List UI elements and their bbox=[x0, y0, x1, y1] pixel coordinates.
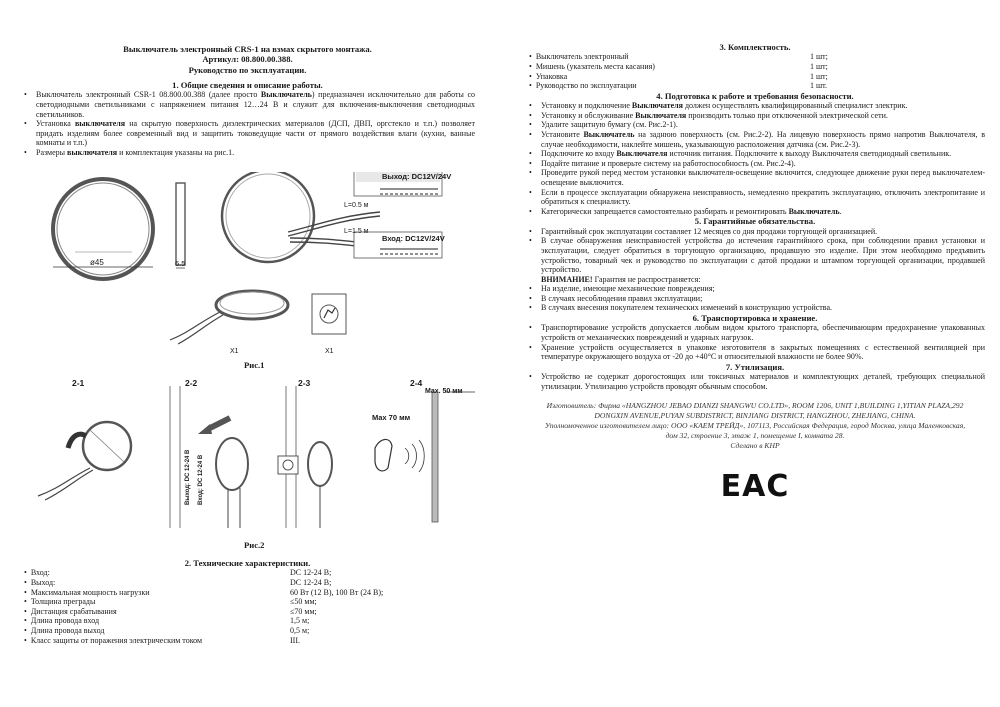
list-item: • На изделие, имеющие механические повреждения; bbox=[525, 284, 985, 294]
list-item: • Категорически запрещается самостоятельно разбирать и ремонтировать Выключатель. bbox=[525, 207, 985, 217]
fig2-label-2: 2-2 bbox=[185, 378, 198, 388]
table-row: • Выключатель электронный 1 шт; bbox=[529, 52, 828, 62]
section-1-list bbox=[20, 90, 475, 157]
list-item: • В случае обнаружения неисправностей устройства до истечения гарантийного срока, при соблюдении правил установки и эксплуатации, следует обратиться в торгующую организацию, продавшую это изделие. При этом необходимо предъявить устройство, товарный чек и руководство по эксплуатации с датой продажи и штампом торгующей организации, продавшей устройство. bbox=[525, 236, 985, 274]
table-row: • Упаковка 1 шт; bbox=[529, 71, 828, 81]
list-item: • В случаях несоблюдения правил эксплуатации; bbox=[525, 294, 985, 304]
document-title bbox=[20, 44, 475, 75]
qty-switch: X1 bbox=[230, 348, 239, 355]
table-row: • Класс защиты от поражения электрическим током III. bbox=[24, 635, 300, 645]
list-item: • Устройство не содержат дорогостоящих или токсичных материалов и комплектующих деталей, требующих специальной утилизации. Утилизацию устройств проводят обычным способом. bbox=[525, 372, 985, 391]
list-item: • Установку и подключение Выключателя должен осуществлять квалифицированный специалист электрик. bbox=[525, 101, 985, 111]
table-row: • Руководство по эксплуатации 1 шт. bbox=[529, 81, 828, 91]
specs-table bbox=[20, 568, 475, 645]
table-row: • Мишень (указатель места касания) 1 шт; bbox=[529, 62, 828, 71]
list-item: • Удалите защитную бумагу (см. Рис.2-1). bbox=[525, 120, 985, 130]
table-row: • Длина провода вход 1,5 м; bbox=[24, 616, 310, 626]
qty-target: X1 bbox=[325, 348, 334, 355]
table-row: • Выход: DC 12-24 В; bbox=[24, 578, 332, 587]
figure-2-caption: Рис.2 bbox=[244, 540, 265, 550]
max50-label: Max. 50 мм bbox=[425, 388, 463, 395]
made-in: Сделано в КНР bbox=[730, 441, 780, 451]
list-item: • Хранение устройств осуществляется в упаковке изготовителя в закрытых помещениях с естественной вентиляцией при температуре окружающего воздуха от -20 до +40°С и относительной влажности не более 90%. bbox=[525, 343, 985, 362]
table-row: • Максимальная мощность нагрузки 60 Вт (12 В), 100 Вт (24 В); bbox=[24, 587, 384, 597]
eac-logo: EAC bbox=[720, 469, 790, 505]
input-label: Вход: DC12V/24V bbox=[382, 234, 445, 243]
fig2-label-4: 2-4 bbox=[410, 378, 423, 388]
section-7-heading: 7. Утилизация. bbox=[725, 361, 785, 372]
list-item: • Установка выключателя на скрытую поверхность диэлектрических материалов (ДСП, ДВП, оргстекло и т.п.) позволяет придать изделиям более современный вид и защитить токоведущие части от прямого воздействия влаги (кухни, ванные комнаты и т.п.) bbox=[20, 119, 475, 148]
table-row: • Дистанция срабатывания ≤70 мм; bbox=[24, 606, 317, 616]
table-row: • Длина провода выход 0,5 м; bbox=[24, 625, 310, 635]
section-6-heading: 6. Транспортировка и хранение. bbox=[692, 313, 818, 324]
list-item: • Выключатель электронный CSR-1 08.800.00.388 (далее просто Выключатель⁠) предназначен исключительно для работы со светодиодными светильниками с напряжением питания 12…24 В и служит для включения-выключения светодиодных светильников. bbox=[20, 90, 475, 119]
importer-info: Уполномоченное изготовителем лицо: ООО «КАЕМ ТРЕЙД», 107113, Российская Федерация, город Москва, улица Маленковская, дом 32, строение 3, этаж 1, помещение I, комната 28. bbox=[544, 421, 966, 441]
section-1-heading: 1. Общие сведения и описание работы. bbox=[172, 80, 323, 90]
thickness-label: 6.5 bbox=[175, 259, 186, 268]
list-item: • Размеры выключателя и комплектация указаны на рис.1. bbox=[20, 148, 475, 158]
diameter-label: ø45 bbox=[90, 258, 104, 267]
list-item: • Подайте питание и проверьте систему на работоспособность (см. Рис.2-4). bbox=[525, 159, 985, 169]
list-item: • Если в процессе эксплуатации обнаружена неисправность, немедленно прекратить эксплуатацию, отключить электропитание и обратиться к специалисту. bbox=[525, 188, 985, 207]
table-row: • Толщина преграды ≤50 мм; bbox=[24, 597, 317, 607]
figure-1 bbox=[20, 172, 475, 372]
list-item: • Подключите ко входу Выключателя источник питания. Подключите к выходу Выключателя светодиодный светильник. bbox=[525, 149, 985, 159]
wire-length-in: L=1.5 м bbox=[344, 228, 369, 235]
kit-table bbox=[525, 52, 985, 90]
section-4-list bbox=[525, 101, 985, 216]
title-line: Выключатель электронный CRS-1 на взмах скрытого монтажа. bbox=[123, 44, 372, 54]
input-vertical-label: Вход: DC 12-24 В bbox=[198, 454, 204, 505]
output-vertical-label: Выход: DC 12-24 В bbox=[185, 449, 191, 505]
figure-2 bbox=[20, 378, 475, 538]
list-item: • В случаях внесения покупателем технических изменений в конструкцию устройства. bbox=[525, 303, 985, 313]
list-item: • Установку и обслуживание Выключателя производить только при отключенной электрической сети. bbox=[525, 111, 985, 121]
section-7-list bbox=[525, 372, 985, 391]
figure-1-caption: Рис.1 bbox=[244, 360, 265, 370]
section-5-heading: 5. Гарантийные обязательства. bbox=[694, 216, 816, 227]
article-line: Артикул: 08.800.00.388. bbox=[202, 54, 293, 65]
warning-label: ВНИМАНИЕ! bbox=[541, 274, 593, 284]
right-column bbox=[525, 42, 985, 504]
section-6-list bbox=[525, 323, 985, 361]
output-label: Выход: DC12V/24V bbox=[382, 172, 452, 181]
warranty-exclusions-list bbox=[525, 284, 985, 313]
max70-label: Max 70 мм bbox=[372, 413, 411, 422]
fig2-label-1: 2-1 bbox=[72, 378, 85, 388]
list-item: • Проведите рукой перед местом установки выключателя-освещение включится, следующее движение руки перед выключателем-освещение выключится. bbox=[525, 168, 985, 187]
section-3-heading: 3. Комплектность. bbox=[719, 42, 791, 52]
section-4-heading: 4. Подготовка к работе и требования безопасности. bbox=[656, 90, 854, 101]
manual-line: Руководство по эксплуатации. bbox=[188, 64, 307, 75]
section-2-heading: 2. Технические характеристики. bbox=[184, 558, 311, 568]
warning-line: ВНИМАНИЕ! Гарантия не распространяется: bbox=[541, 274, 701, 284]
list-item: • Транспортирование устройств допускается любым видом крытого транспорта, обеспечивающим предохранение упакованных устройств от механических повреждений и ударных нагрузок. bbox=[525, 323, 985, 342]
wire-length-out: L=0.5 м bbox=[344, 202, 369, 209]
table-row: • Вход: DC 12-24 В; bbox=[24, 568, 332, 578]
section-5-list bbox=[525, 227, 985, 275]
list-item: • Установите Выключатель на заднюю поверхность (см. Рис.2-2). На лицевую поверхность прямо напротив Выключателя, в случае необходимости, наклейте мишень, указывающую расположения датчика (см. Рис.2-3). bbox=[525, 130, 985, 149]
list-item: • Гарантийный срок эксплуатации составляет 12 месяцев со дня продажи торгующей организацией. bbox=[525, 227, 985, 237]
manufacturer-info: Изготовитель: Фирма «HANGZHOU JEBAO DIANZI SHANGWU CO.LTD», ROOM 1206, UNIT 1,BUILDING 1,YITIAN PLAZA,292 DONGXIN AVENUE,PUYAN SUBDISTRICT, BINJIANG DISTRICT, HANGZHOU, ZHEJIANG, CHINA. bbox=[546, 401, 964, 421]
fig2-label-3: 2-3 bbox=[298, 378, 311, 388]
